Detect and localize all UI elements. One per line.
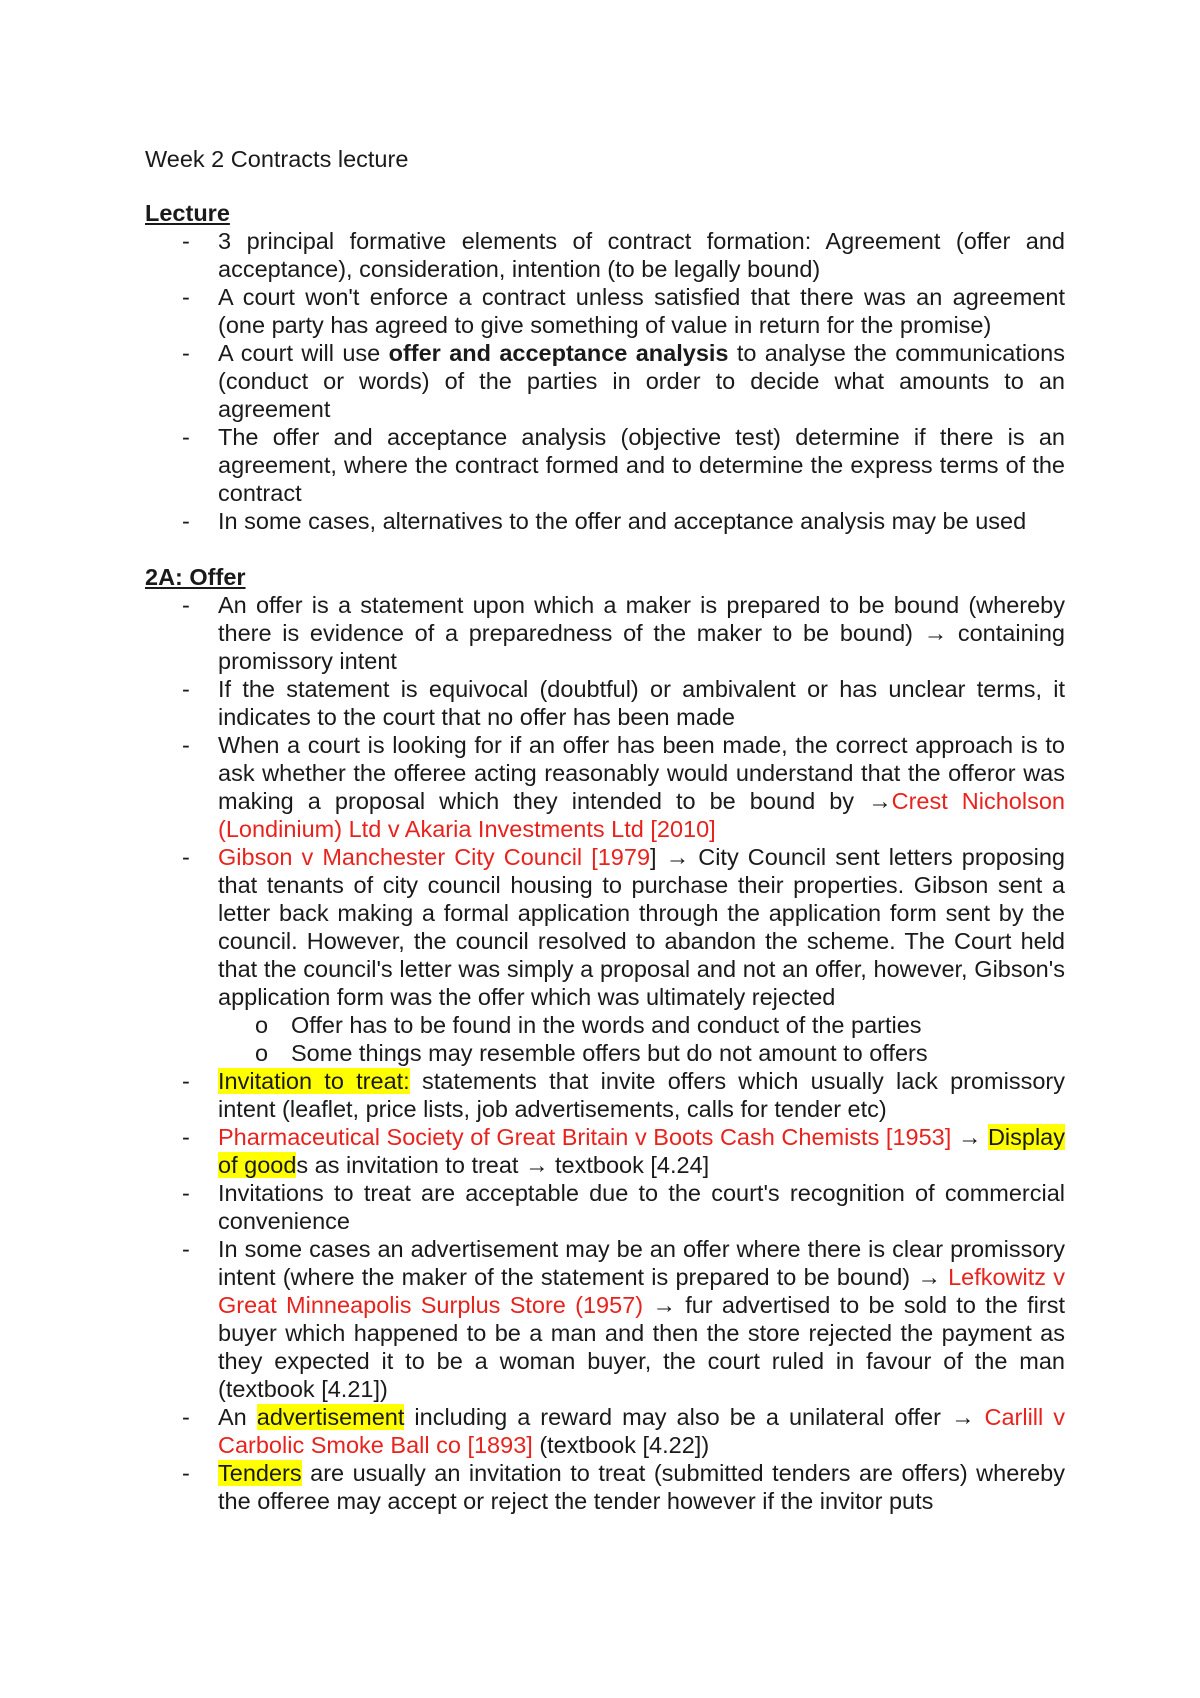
- document-body: [145, 145, 1065, 1543]
- circle-marker: o: [255, 1040, 269, 1066]
- lecture-heading: Lecture: [145, 200, 230, 226]
- arrow-icon: →: [652, 1292, 676, 1318]
- dash-marker: -: [182, 1068, 190, 1094]
- dash-marker: -: [182, 508, 190, 534]
- lecture-section: [145, 199, 1065, 535]
- dash-marker: -: [182, 1404, 190, 1430]
- dash-marker: -: [182, 844, 190, 870]
- list-item: - In some cases an advertisement may be an offer where there is clear promissory intent (where the maker of the statement is prepared to be bound) → Lefkowitz v Great Minneapolis Surplus Store (1957) → fur advertised to be sold to the first buyer which happened to be a man and then the store rejected the payment as they expected it to be a woman buyer, the court ruled in favour of the man (textbook [4.21]): [182, 1236, 1066, 1402]
- document-title: Week 2 Contracts lecture: [145, 146, 409, 172]
- list-item: - In some cases, alternatives to the offer and acceptance analysis may be used: [182, 508, 1027, 534]
- highlighted-term: Invitation to treat:: [218, 1068, 410, 1094]
- list-item: - The offer and acceptance analysis (objective test) determine if there is an agreement, where the contract formed and to determine the express terms of the contract: [182, 424, 1065, 506]
- dash-marker: -: [182, 284, 190, 310]
- dash-marker: -: [182, 592, 190, 618]
- lecture-list: [145, 227, 1065, 535]
- highlighted-term: advertisement: [256, 1404, 405, 1430]
- list-item: - Tenders are usually an invitation to treat (submitted tenders are offers) whereby the offeree may accept or reject the tender however if the invitor puts: [182, 1460, 1065, 1514]
- circle-marker: o: [255, 1012, 269, 1038]
- list-item: - 3 principal formative elements of contract formation: Agreement (offer and acceptance), consideration, intention (to be legally bound): [182, 228, 1065, 282]
- dash-marker: -: [182, 732, 190, 758]
- dash-marker: -: [182, 1460, 190, 1486]
- offer-list: [145, 591, 1065, 1515]
- list-item: - A court won't enforce a contract unless satisfied that there was an agreement (one party has agreed to give something of value in return for the promise): [182, 284, 1065, 338]
- case-citation: Lefkowitz v Great Minneapolis Surplus Store (1957): [218, 1264, 1065, 1318]
- dash-marker: -: [182, 1236, 190, 1262]
- list-item: - Invitation to treat: statements that invite offers which usually lack promissory intent (leaflet, price lists, job advertisements, calls for tender etc): [182, 1068, 1065, 1122]
- sub-list: [218, 1011, 1065, 1067]
- arrow-icon: →: [917, 1264, 941, 1290]
- arrow-icon: →: [665, 844, 690, 870]
- list-item: - Invitations to treat are acceptable due to the court's recognition of commercial convenience: [182, 1180, 1065, 1234]
- highlighted-term: Tenders: [218, 1460, 302, 1486]
- sub-list-item: o Offer has to be found in the words and conduct of the parties: [255, 1012, 922, 1038]
- case-citation: Carlill v Carbolic Smoke Ball co [1893]: [218, 1404, 1066, 1458]
- dash-marker: -: [182, 340, 190, 366]
- offer-section: [145, 563, 1065, 1515]
- list-item: - Pharmaceutical Society of Great Britain v Boots Cash Chemists [1953] → Display of goods as invitation to treat → textbook [4.24]: [182, 1124, 1066, 1178]
- case-citation: Crest Nicholson (Londinium) Ltd v Akaria Investments Ltd [2010]: [218, 788, 1065, 842]
- bold-term: offer and acceptance analysis: [388, 340, 729, 366]
- arrow-icon: →: [525, 1152, 549, 1178]
- dash-marker: -: [182, 1180, 190, 1206]
- list-item: - Gibson v Manchester City Council [1979] → City Council sent letters proposing that tenants of city council housing to purchase their properties. Gibson sent a letter back making a formal application through the application form sent by the council. However, the council resolved to abandon the scheme. The Court held that the council's letter was simply a proposal and not an offer, however, Gibson's application form was the offer which was ultimately rejected o Offer has to be found in the words and conduct of the parties o Some things may resemble offers but do not amount to offers: [145, 843, 1065, 1067]
- list-item: - When a court is looking for if an offer has been made, the correct approach is to ask whether the offeree acting reasonably would understand that the offeror was making a proposal which they intended to be bound by →Crest Nicholson (Londinium) Ltd v Akaria Investments Ltd [2010]: [182, 732, 1065, 842]
- arrow-icon: →: [923, 620, 948, 646]
- dash-marker: -: [182, 676, 190, 702]
- highlighted-term: Display of good: [218, 1124, 1066, 1178]
- list-item: - A court will use offer and acceptance analysis to analyse the communications (conduct or words) of the parties in order to decide what amounts to an agreement: [182, 340, 1065, 422]
- offer-heading: 2A: Offer: [145, 564, 246, 590]
- list-item: - An advertisement including a reward may also be a unilateral offer → Carlill v Carbolic Smoke Ball co [1893] (textbook [4.22]): [182, 1404, 1066, 1458]
- dash-marker: -: [182, 228, 190, 254]
- dash-marker: -: [182, 1124, 190, 1150]
- list-item: - If the statement is equivocal (doubtful) or ambivalent or has unclear terms, it indicates to the court that no offer has been made: [182, 676, 1065, 730]
- arrow-icon: →: [950, 1404, 975, 1430]
- arrow-icon: →: [957, 1124, 982, 1150]
- sub-list-item: o Some things may resemble offers but do not amount to offers: [255, 1040, 928, 1066]
- dash-marker: -: [182, 424, 190, 450]
- case-citation: Pharmaceutical Society of Great Britain v Boots Cash Chemists [1953]: [218, 1124, 952, 1150]
- list-item: - An offer is a statement upon which a maker is prepared to be bound (whereby there is evidence of a preparedness of the maker to be bound) → containing promissory intent: [182, 592, 1065, 674]
- arrow-icon: →: [868, 788, 892, 814]
- case-citation: Gibson v Manchester City Council [1979: [218, 844, 651, 870]
